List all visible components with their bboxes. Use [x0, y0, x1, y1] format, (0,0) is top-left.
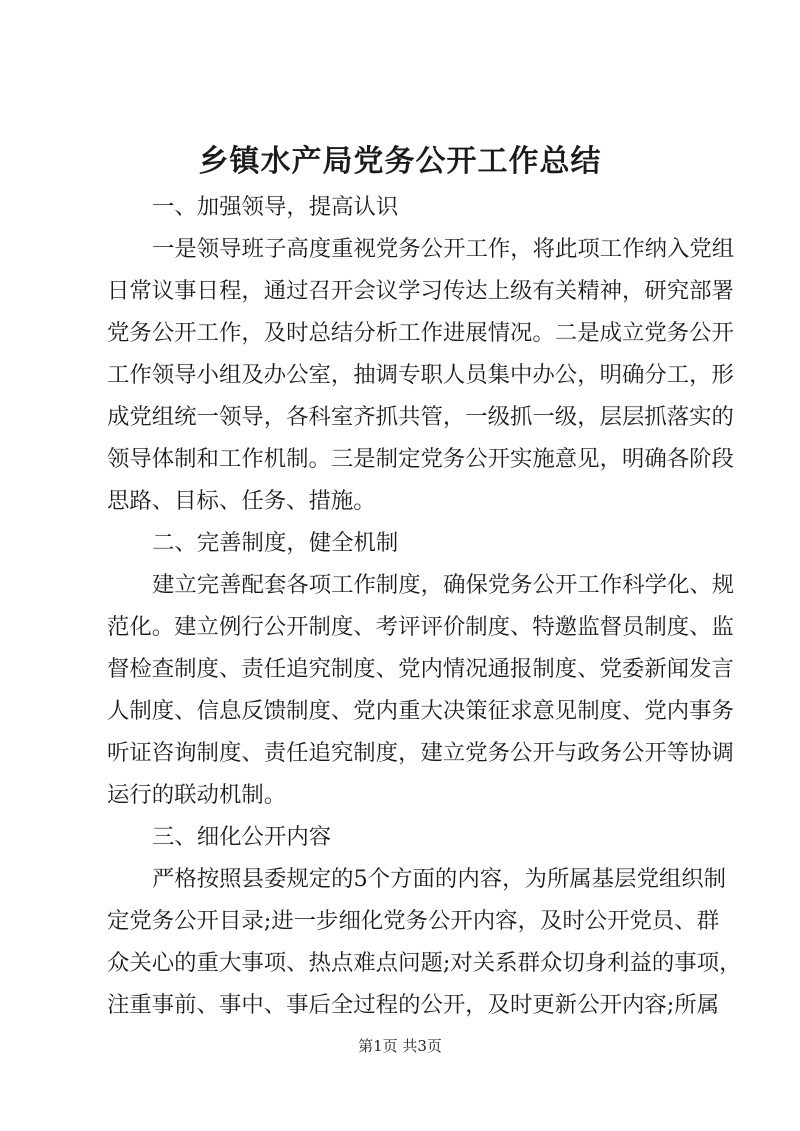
paragraph-line: 督检查制度、责任追究制度、党内情况通报制度、党委新闻发言: [107, 656, 734, 682]
paragraph-line: 严格按照县委规定的5个方面的内容，为所属基层党组织制: [152, 866, 727, 892]
section-heading: 一、加强领导，提高认识: [152, 194, 399, 220]
paragraph-line: 运行的联动机制。: [107, 782, 287, 808]
page-number: 第1页 共3页: [358, 1037, 442, 1055]
paragraph-line: 思路、目标、任务、措施。: [107, 488, 376, 514]
document-title: 乡镇水产局党务公开工作总结: [198, 144, 602, 179]
paragraph-line: 一是领导班子高度重视党务公开工作，将此项工作纳入党组: [152, 236, 735, 262]
paragraph-line: 听证咨询制度、责任追究制度，建立党务公开与政务公开等协调: [107, 740, 734, 766]
paragraph-line: 众关心的重大事项、热点难点问题;对关系群众切身利益的事项，: [107, 950, 742, 976]
paragraph-line: 范化。建立例行公开制度、考评评价制度、特邀监督员制度、监: [107, 614, 734, 640]
section-heading: 三、细化公开内容: [152, 824, 332, 850]
paragraph-line: 领导体制和工作机制。三是制定党务公开实施意见，明确各阶段: [107, 446, 734, 472]
paragraph-line: 工作领导小组及办公室，抽调专职人员集中办公，明确分工，形: [107, 362, 734, 388]
document-body: [107, 186, 742, 1026]
paragraph-line: 注重事前、事中、事后全过程的公开，及时更新公开内容;所属: [107, 992, 720, 1018]
paragraph-line: 人制度、信息反馈制度、党内重大决策征求意见制度、党内事务: [107, 698, 734, 724]
section-heading: 二、完善制度，健全机制: [152, 530, 399, 556]
paragraph-line: 建立完善配套各项工作制度，确保党务公开工作科学化、规: [152, 572, 735, 598]
paragraph-line: 党务公开工作，及时总结分析工作进展情况。二是成立党务公开: [107, 320, 734, 346]
paragraph-line: 日常议事日程，通过召开会议学习传达上级有关精神，研究部署: [107, 278, 734, 304]
paragraph-line: 定党务公开目录;进一步细化党务公开内容，及时公开党员、群: [107, 908, 720, 934]
paragraph-line: 成党组统一领导，各科室齐抓共管，一级抓一级，层层抓落实的: [107, 404, 734, 430]
